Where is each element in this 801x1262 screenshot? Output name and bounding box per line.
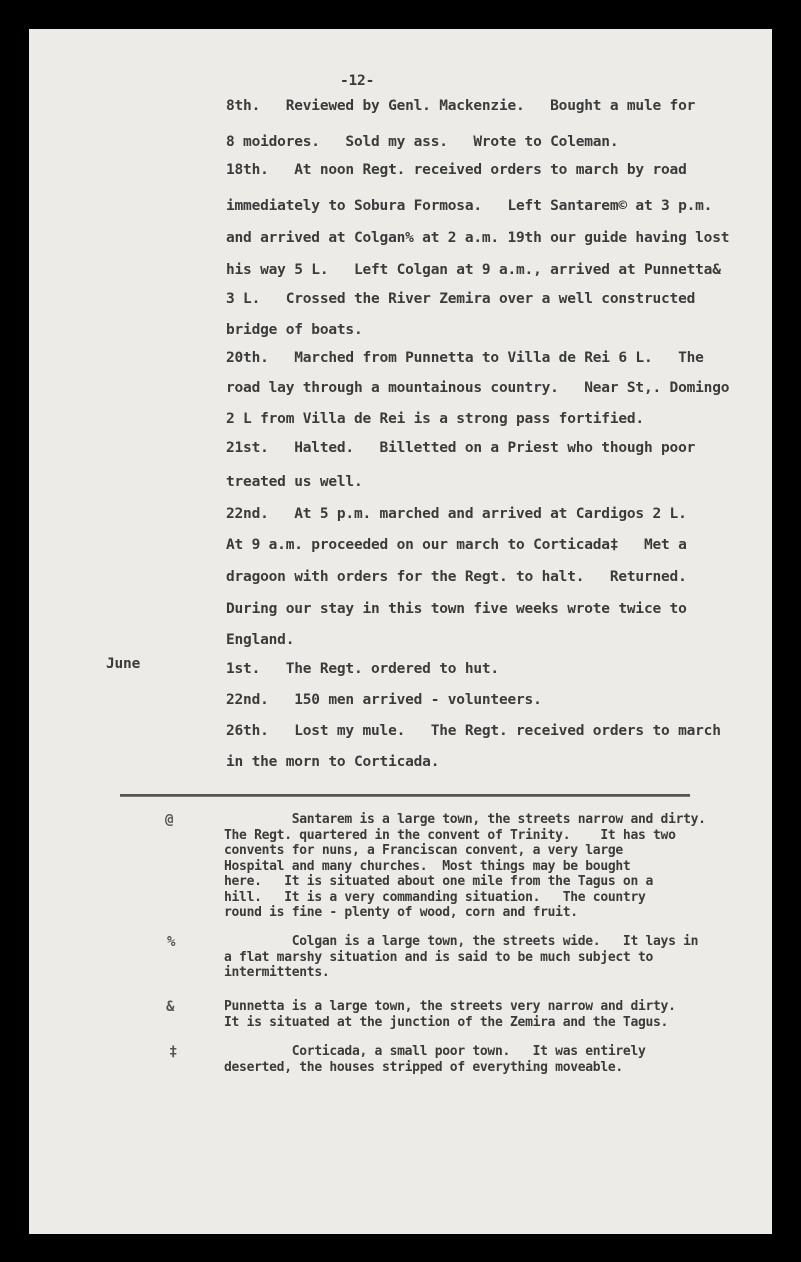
- diary-line: immediately to Sobura Formosa. Left Santarem© at 3 p.m.: [226, 198, 713, 214]
- diary-line: 3 L. Crossed the River Zemira over a well constructed: [226, 291, 696, 307]
- diary-line: treated us well.: [226, 474, 363, 490]
- diary-line: road lay through a mountainous country. Near St,. Domingo: [226, 380, 730, 396]
- footnote-line: intermittents.: [224, 965, 330, 980]
- footnote-line: convents for nuns, a Franciscan convent, a very large: [224, 843, 623, 858]
- diary-line: bridge of boats.: [226, 322, 363, 338]
- footnote-mark: %: [167, 934, 176, 950]
- footnote-line: Punnetta is a large town, the streets very narrow and dirty.: [224, 999, 676, 1014]
- diary-line: 1st. The Regt. ordered to hut.: [226, 661, 499, 677]
- diary-line: At 9 a.m. proceeded on our march to Corticada‡ Met a: [226, 537, 687, 553]
- footnote-line: It is situated at the junction of the Zemira and the Tagus.: [224, 1014, 669, 1030]
- diary-line: 8 moidores. Sold my ass. Wrote to Coleman.: [226, 134, 619, 150]
- diary-line: in the morn to Corticada.: [226, 754, 440, 770]
- footnote-line: hill. It is a very commanding situation. The country: [224, 889, 646, 905]
- footnote-mark: &: [166, 999, 175, 1015]
- footnote-line: Hospital and many churches. Most things may be bought: [224, 858, 631, 874]
- diary-line: 22nd. At 5 p.m. marched and arrived at Cardigos 2 L.: [226, 506, 687, 522]
- diary-line: 20th. Marched from Punnetta to Villa de Rei 6 L. The: [226, 350, 704, 366]
- diary-line: 26th. Lost my mule. The Regt. received orders to march: [226, 723, 721, 739]
- footnote-divider: [120, 794, 690, 797]
- diary-line: 22nd. 150 men arrived - volunteers.: [226, 692, 542, 708]
- footnote-line: Corticada, a small poor town. It was entirely: [224, 1044, 646, 1059]
- diary-line: dragoon with orders for the Regt. to halt. Returned.: [226, 569, 687, 585]
- diary-line: 18th. At noon Regt. received orders to march by road: [226, 162, 687, 178]
- footnote-mark: @: [165, 812, 174, 828]
- diary-line: 8th. Reviewed by Genl. Mackenzie. Bought a mule for: [226, 98, 696, 114]
- margin-note-month: June: [106, 656, 141, 672]
- footnote-line: Santarem is a large town, the streets narrow and dirty.: [224, 812, 706, 827]
- footnote-line: Colgan is a large town, the streets wide. It lays in: [224, 934, 699, 949]
- diary-line: 2 L from Villa de Rei is a strong pass fortified.: [226, 411, 644, 427]
- diary-line: and arrived at Colgan% at 2 a.m. 19th our guide having lost: [226, 230, 730, 246]
- footnote-line: The Regt. quartered in the convent of Trinity. It has two: [224, 827, 676, 843]
- diary-line: his way 5 L. Left Colgan at 9 a.m., arrived at Punnetta&: [226, 262, 721, 278]
- diary-line: 21st. Halted. Billetted on a Priest who though poor: [226, 440, 696, 456]
- footnote-mark: ‡: [169, 1044, 178, 1060]
- footnote-line: round is fine - plenty of wood, corn and fruit.: [224, 905, 578, 920]
- footnote-line: deserted, the houses stripped of everything moveable.: [224, 1059, 623, 1075]
- diary-line: During our stay in this town five weeks wrote twice to: [226, 601, 687, 617]
- diary-line: England.: [226, 632, 295, 648]
- page-number: -12-: [340, 73, 375, 89]
- footnote-line: a flat marshy situation and is said to be much subject to: [224, 949, 654, 965]
- footnote-line: here. It is situated about one mile from the Tagus on a: [224, 874, 654, 889]
